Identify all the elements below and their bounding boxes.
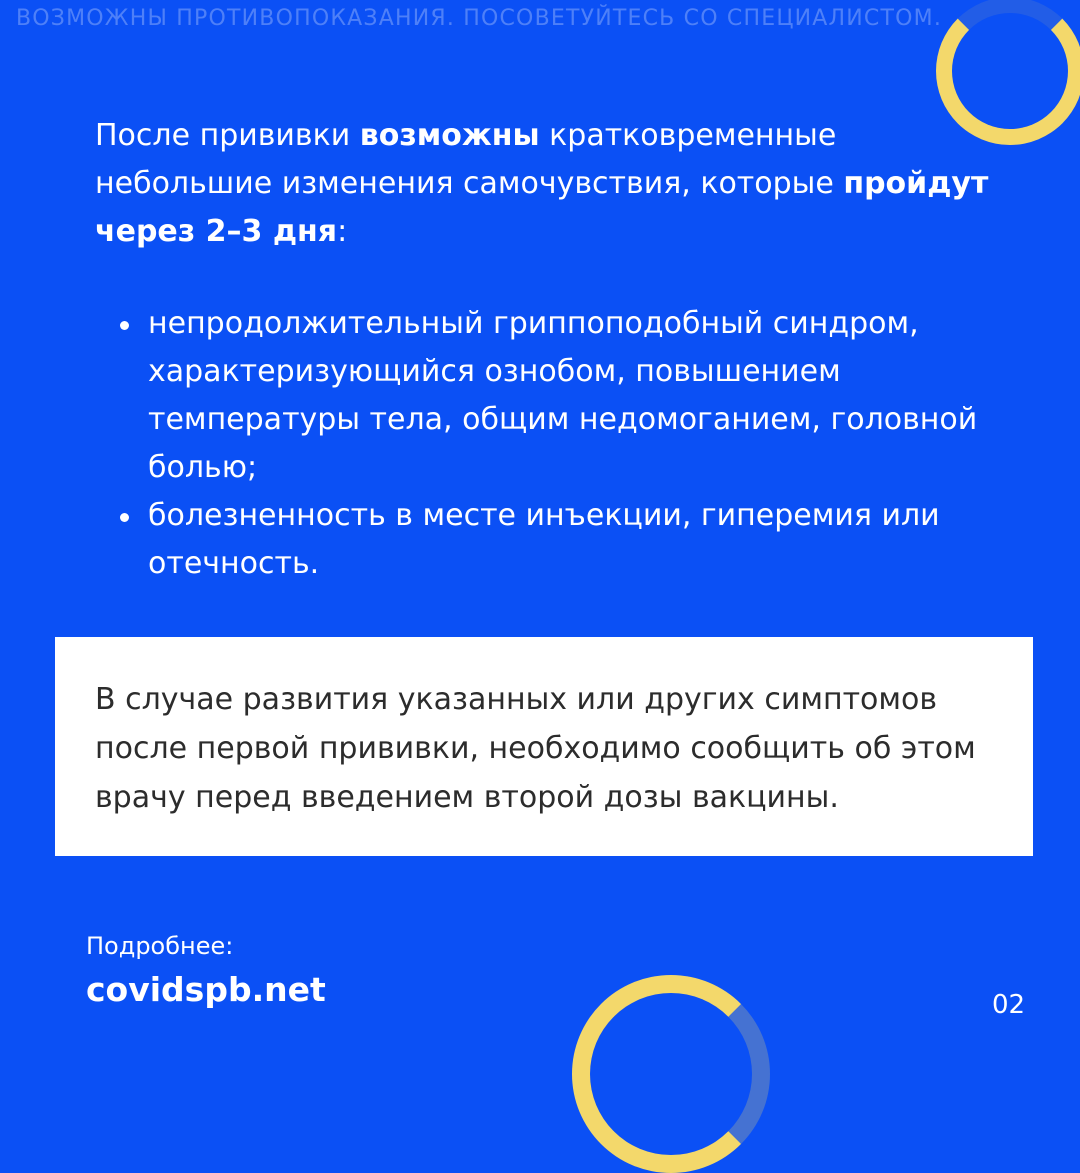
- intro-text-1: После прививки: [95, 118, 360, 153]
- website-link[interactable]: covidspb.net: [86, 970, 326, 1009]
- notice-text: В случае развития указанных или других симптомов после первой прививки, необходимо сообщить об этом врачу перед введением второй дозы вакцины.: [95, 682, 976, 815]
- page-number: 02: [992, 990, 1026, 1020]
- intro-bold-possible: возможны: [359, 118, 540, 153]
- intro-paragraph: [95, 112, 995, 256]
- list-item: непродолжительный гриппоподобный синдром, характеризующийся ознобом, повышением температуры тела, общим недомоганием, головной болью;: [115, 300, 1015, 492]
- list-item: болезненность в месте инъекции, гиперемия или отечность.: [115, 492, 1015, 588]
- intro-bold-duration: пройдут через 2–3 дня: [95, 166, 989, 249]
- symptom-list: [115, 300, 1015, 588]
- notice-box: [55, 637, 1033, 856]
- more-info-label: Подробнее:: [86, 932, 234, 960]
- decorative-ring-bottom: [572, 975, 770, 1173]
- disclaimer-text: ВОЗМОЖНЫ ПРОТИВОПОКАЗАНИЯ. ПОСОВЕТУЙТЕСЬ СО СПЕЦИАЛИСТОМ.: [16, 6, 943, 31]
- intro-text-2: кратковременные небольшие изменения самочувствия, которые: [95, 118, 844, 201]
- intro-text-3: :: [337, 214, 348, 249]
